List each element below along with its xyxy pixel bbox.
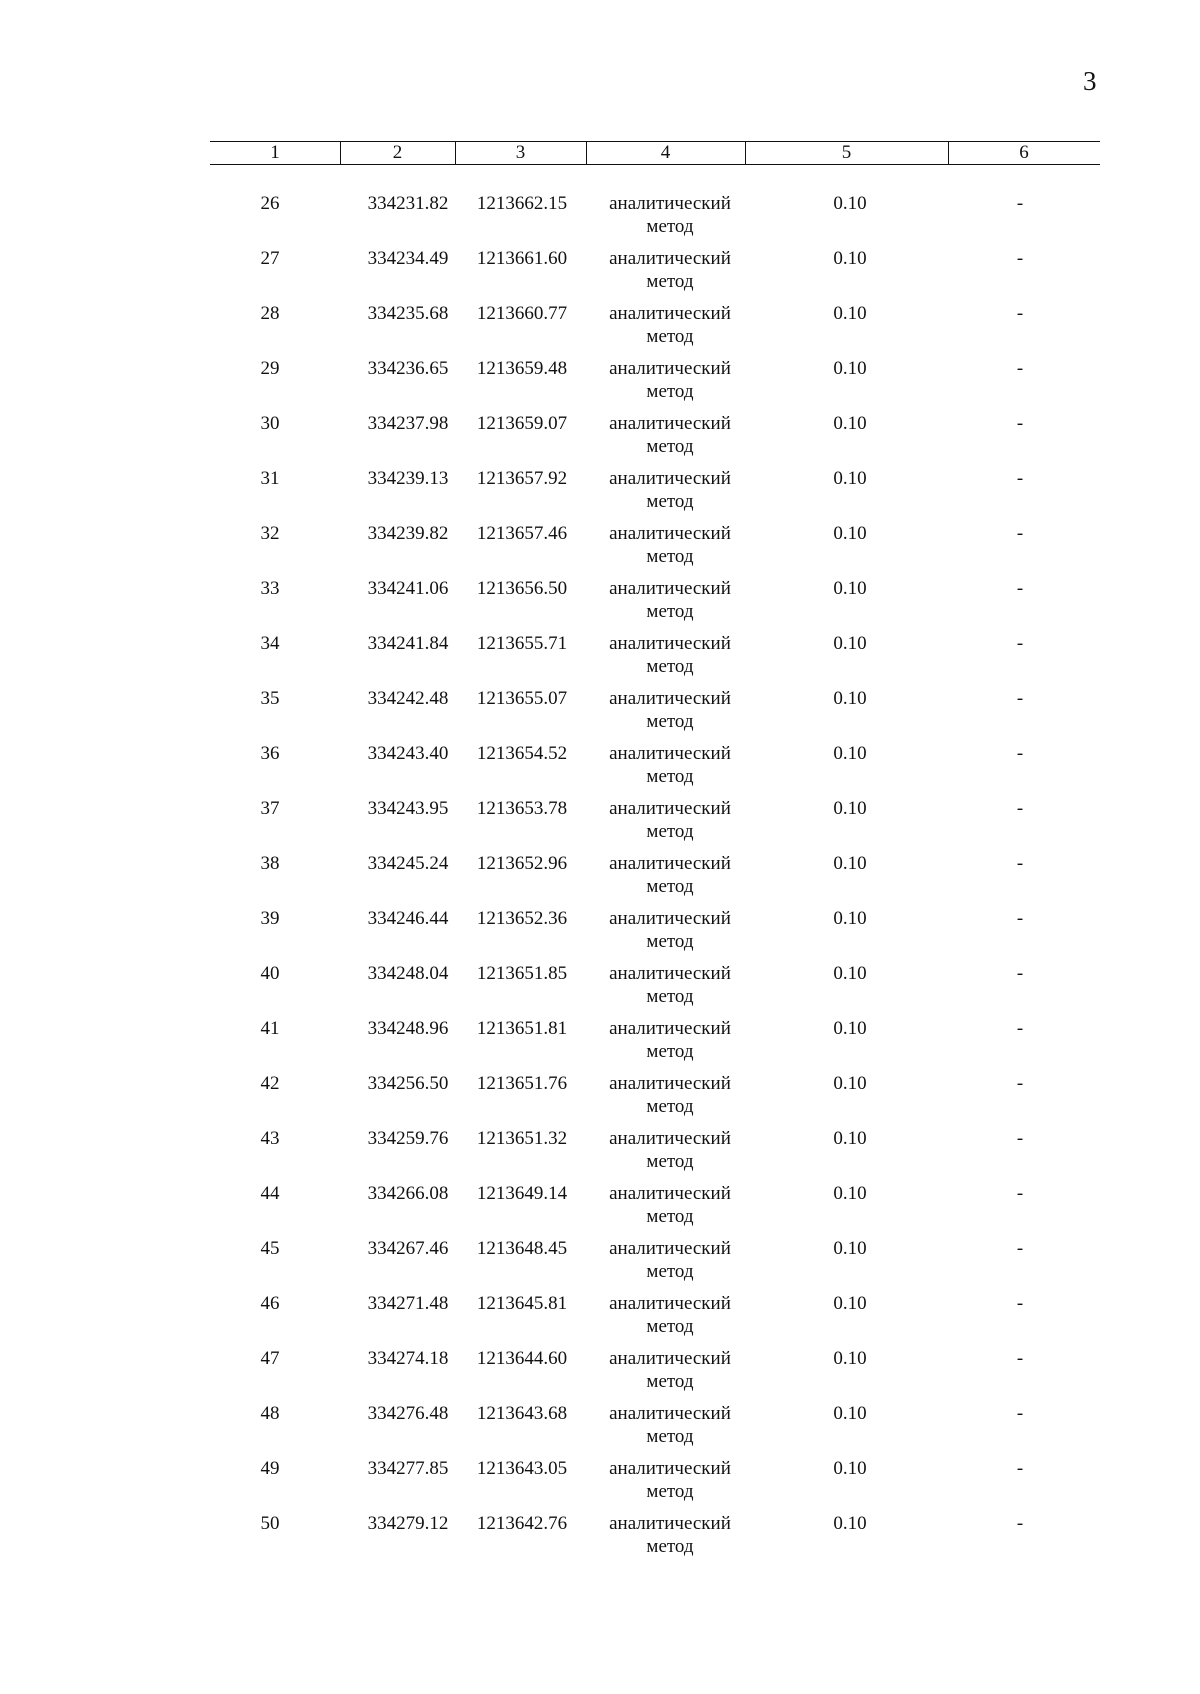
table-row — [210, 852, 1100, 907]
column-header-1: 1 — [270, 142, 280, 163]
coordinate-x: 334276.48 — [367, 1403, 449, 1424]
note: - — [1016, 578, 1024, 599]
note: - — [1016, 1073, 1024, 1094]
method: аналитический метод — [609, 743, 731, 787]
table-row — [210, 1457, 1100, 1512]
table-row — [210, 357, 1100, 412]
table-row — [210, 1292, 1100, 1347]
method: аналитический метод — [609, 963, 731, 1007]
accuracy-value: 0.10 — [833, 1018, 867, 1039]
note: - — [1016, 1128, 1024, 1149]
point-number: 28 — [260, 303, 280, 324]
method: аналитический метод — [609, 248, 731, 292]
accuracy-value: 0.10 — [833, 1183, 867, 1204]
note: - — [1016, 853, 1024, 874]
method: аналитический метод — [609, 688, 731, 732]
coordinate-x: 334266.08 — [367, 1183, 449, 1204]
point-number: 37 — [260, 798, 280, 819]
method: аналитический метод — [609, 578, 731, 622]
coordinate-y: 1213643.05 — [476, 1458, 568, 1479]
coordinate-y: 1213652.96 — [476, 853, 568, 874]
point-number: 44 — [260, 1183, 280, 1204]
method: аналитический метод — [609, 1238, 731, 1282]
accuracy-value: 0.10 — [833, 248, 867, 269]
method: аналитический метод — [609, 303, 731, 347]
table-row — [210, 1347, 1100, 1402]
table-row — [210, 302, 1100, 357]
table-row — [210, 687, 1100, 742]
table-header — [210, 141, 1100, 165]
accuracy-value: 0.10 — [833, 1403, 867, 1424]
coordinate-x: 334239.82 — [367, 523, 449, 544]
accuracy-value: 0.10 — [833, 853, 867, 874]
coordinate-x: 334237.98 — [367, 413, 449, 434]
column-header-5: 5 — [841, 142, 852, 163]
note: - — [1016, 1458, 1024, 1479]
point-number: 34 — [260, 633, 280, 654]
note: - — [1016, 1238, 1024, 1259]
point-number: 36 — [260, 743, 280, 764]
coordinate-x: 334243.95 — [367, 798, 449, 819]
coordinate-x: 334239.13 — [367, 468, 449, 489]
accuracy-value: 0.10 — [833, 468, 867, 489]
method: аналитический метод — [609, 1128, 731, 1172]
coordinate-y: 1213649.14 — [476, 1183, 568, 1204]
point-number: 27 — [260, 248, 280, 269]
coordinate-x: 334241.06 — [367, 578, 449, 599]
column-header-2: 2 — [392, 142, 403, 163]
coordinate-x: 334235.68 — [367, 303, 449, 324]
note: - — [1016, 358, 1024, 379]
note: - — [1016, 908, 1024, 929]
accuracy-value: 0.10 — [833, 963, 867, 984]
method: аналитический метод — [609, 798, 731, 842]
coordinate-y: 1213654.52 — [476, 743, 568, 764]
coordinate-y: 1213660.77 — [476, 303, 568, 324]
coordinate-x: 334274.18 — [367, 1348, 449, 1369]
coordinate-x: 334242.48 — [367, 688, 449, 709]
coordinate-y: 1213642.76 — [476, 1513, 568, 1534]
method: аналитический метод — [609, 468, 731, 512]
accuracy-value: 0.10 — [833, 1238, 867, 1259]
table-row — [210, 742, 1100, 797]
table-row — [210, 522, 1100, 577]
method: аналитический метод — [609, 413, 731, 457]
accuracy-value: 0.10 — [833, 193, 867, 214]
coordinate-y: 1213662.15 — [476, 193, 568, 214]
method: аналитический метод — [609, 358, 731, 402]
note: - — [1016, 303, 1024, 324]
table-row — [210, 247, 1100, 302]
table-row — [210, 1072, 1100, 1127]
coordinate-x: 334248.96 — [367, 1018, 449, 1039]
page-number: 3 — [1083, 66, 1097, 96]
coordinate-y: 1213651.32 — [476, 1128, 568, 1149]
note: - — [1016, 1293, 1024, 1314]
point-number: 29 — [260, 358, 280, 379]
header-bottom-rule — [210, 164, 1100, 165]
accuracy-value: 0.10 — [833, 1348, 867, 1369]
method: аналитический метод — [609, 1183, 731, 1227]
coordinate-y: 1213651.85 — [476, 963, 568, 984]
coordinate-y: 1213657.92 — [476, 468, 568, 489]
coordinate-y: 1213655.07 — [476, 688, 568, 709]
accuracy-value: 0.10 — [833, 1458, 867, 1479]
note: - — [1016, 468, 1024, 489]
table-row — [210, 632, 1100, 687]
coordinate-x: 334245.24 — [367, 853, 449, 874]
note: - — [1016, 248, 1024, 269]
table-row — [210, 907, 1100, 962]
method: аналитический метод — [609, 853, 731, 897]
point-number: 46 — [260, 1293, 280, 1314]
coordinate-x: 334267.46 — [367, 1238, 449, 1259]
note: - — [1016, 193, 1024, 214]
accuracy-value: 0.10 — [833, 633, 867, 654]
method: аналитический метод — [609, 908, 731, 952]
accuracy-value: 0.10 — [833, 413, 867, 434]
point-number: 30 — [260, 413, 280, 434]
point-number: 40 — [260, 963, 280, 984]
coordinate-x: 334231.82 — [367, 193, 449, 214]
point-number: 31 — [260, 468, 280, 489]
coordinate-x: 334241.84 — [367, 633, 449, 654]
method: аналитический метод — [609, 633, 731, 677]
table-row — [210, 192, 1100, 247]
table-row — [210, 467, 1100, 522]
coordinate-y: 1213659.48 — [476, 358, 568, 379]
note: - — [1016, 743, 1024, 764]
point-number: 47 — [260, 1348, 280, 1369]
note: - — [1016, 413, 1024, 434]
method: аналитический метод — [609, 1348, 731, 1392]
note: - — [1016, 633, 1024, 654]
accuracy-value: 0.10 — [833, 303, 867, 324]
coordinate-y: 1213648.45 — [476, 1238, 568, 1259]
coordinate-y: 1213652.36 — [476, 908, 568, 929]
point-number: 48 — [260, 1403, 280, 1424]
coordinate-x: 334277.85 — [367, 1458, 449, 1479]
point-number: 43 — [260, 1128, 280, 1149]
coordinate-y: 1213653.78 — [476, 798, 568, 819]
column-header-6: 6 — [1019, 142, 1029, 163]
coordinate-x: 334243.40 — [367, 743, 449, 764]
accuracy-value: 0.10 — [833, 578, 867, 599]
method: аналитический метод — [609, 1073, 731, 1117]
accuracy-value: 0.10 — [833, 908, 867, 929]
method: аналитический метод — [609, 1458, 731, 1502]
coordinate-y: 1213661.60 — [476, 248, 568, 269]
accuracy-value: 0.10 — [833, 1293, 867, 1314]
method: аналитический метод — [609, 1513, 731, 1557]
accuracy-value: 0.10 — [833, 1513, 867, 1534]
coordinate-x: 334236.65 — [367, 358, 449, 379]
table-row — [210, 1182, 1100, 1237]
coordinate-x: 334234.49 — [367, 248, 449, 269]
coordinate-y: 1213656.50 — [476, 578, 568, 599]
point-number: 42 — [260, 1073, 280, 1094]
note: - — [1016, 523, 1024, 544]
table-row — [210, 1017, 1100, 1072]
table-row — [210, 797, 1100, 852]
method: аналитический метод — [609, 1018, 731, 1062]
accuracy-value: 0.10 — [833, 358, 867, 379]
accuracy-value: 0.10 — [833, 743, 867, 764]
accuracy-value: 0.10 — [833, 688, 867, 709]
coordinate-y: 1213659.07 — [476, 413, 568, 434]
note: - — [1016, 688, 1024, 709]
coordinate-y: 1213651.81 — [476, 1018, 568, 1039]
column-header-4: 4 — [660, 142, 671, 163]
coordinate-x: 334259.76 — [367, 1128, 449, 1149]
accuracy-value: 0.10 — [833, 1073, 867, 1094]
coordinate-x: 334271.48 — [367, 1293, 449, 1314]
point-number: 45 — [260, 1238, 280, 1259]
method: аналитический метод — [609, 1403, 731, 1447]
coordinate-x: 334246.44 — [367, 908, 449, 929]
note: - — [1016, 963, 1024, 984]
coordinate-y: 1213655.71 — [476, 633, 568, 654]
table-row — [210, 1237, 1100, 1292]
point-number: 33 — [260, 578, 280, 599]
coordinate-y: 1213644.60 — [476, 1348, 568, 1369]
point-number: 26 — [260, 193, 280, 214]
point-number: 35 — [260, 688, 280, 709]
coordinate-y: 1213645.81 — [476, 1293, 568, 1314]
accuracy-value: 0.10 — [833, 523, 867, 544]
coordinate-x: 334256.50 — [367, 1073, 449, 1094]
table-body — [210, 192, 1100, 1567]
coordinate-y: 1213657.46 — [476, 523, 568, 544]
method: аналитический метод — [609, 1293, 731, 1337]
coordinate-y: 1213643.68 — [476, 1403, 568, 1424]
coordinate-y: 1213651.76 — [476, 1073, 568, 1094]
coordinate-x: 334248.04 — [367, 963, 449, 984]
note: - — [1016, 1018, 1024, 1039]
table-row — [210, 1402, 1100, 1457]
coordinate-x: 334279.12 — [367, 1513, 449, 1534]
point-number: 39 — [260, 908, 280, 929]
table-row — [210, 1512, 1100, 1567]
method: аналитический метод — [609, 193, 731, 237]
note: - — [1016, 1183, 1024, 1204]
accuracy-value: 0.10 — [833, 798, 867, 819]
table-row — [210, 962, 1100, 1017]
point-number: 38 — [260, 853, 280, 874]
method: аналитический метод — [609, 523, 731, 567]
note: - — [1016, 1403, 1024, 1424]
table-row — [210, 577, 1100, 632]
table-row — [210, 412, 1100, 467]
note: - — [1016, 1513, 1024, 1534]
point-number: 49 — [260, 1458, 280, 1479]
note: - — [1016, 798, 1024, 819]
point-number: 50 — [260, 1513, 280, 1534]
note: - — [1016, 1348, 1024, 1369]
table-row — [210, 1127, 1100, 1182]
point-number: 32 — [260, 523, 280, 544]
column-header-3: 3 — [515, 142, 526, 163]
accuracy-value: 0.10 — [833, 1128, 867, 1149]
point-number: 41 — [260, 1018, 280, 1039]
